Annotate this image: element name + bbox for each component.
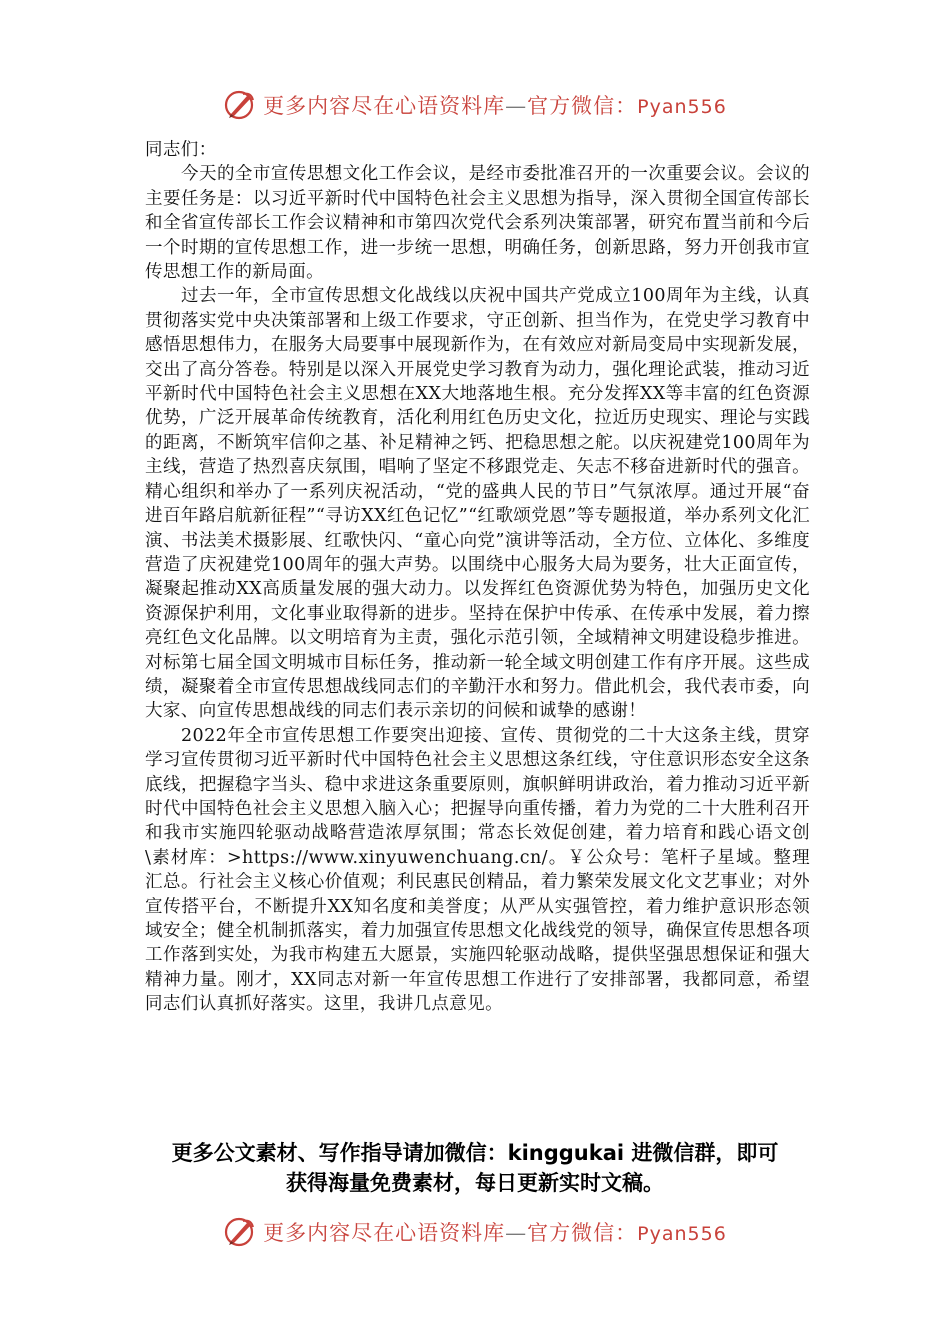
footer-banner (0, 1212, 950, 1252)
promo-line-1: 更多公文素材、写作指导请加微信：kinggukai 进微信群，即可 (171, 1141, 779, 1165)
banner-text (263, 1217, 727, 1247)
wechat-label: 官方微信： (527, 1221, 638, 1245)
pen-logo-icon (223, 88, 257, 122)
wechat-label: 官方微信： (527, 94, 638, 118)
salutation: 同志们： (145, 140, 217, 160)
promo-notice (120, 1138, 830, 1198)
wechat-id: Pyan556 (637, 96, 727, 118)
brand-text: 更多内容尽在心语资料库 (263, 1221, 506, 1245)
brand-text: 更多内容尽在心语资料库 (263, 94, 506, 118)
banner-separator: — (505, 1221, 528, 1245)
paragraph-2: 过去一年，全市宣传思想文化战线以庆祝中国共产党成立100周年为主线，认真贯彻落实党中央决策部署和上级工作要求，守正创新、担当作为，在党史学习教育中感悟思想伟力，在服务大局要事中展现新作为，在有效应对新局变局中实现新发展，交出了高分答卷。特别是以深入开展党史学习教育为动力，强化理论武装，推动习近平新时代中国特色社会主义思想在XX大地落地生根。充分发挥XX等丰富的红色资源优势，广泛开展革命传统教育，活化利用红色历史文化，拉近历史现实、理论与实践的距离，不断筑牢信仰之基、补足精神之钙、把稳思想之舵。以庆祝建党100周年为主线，营造了热烈喜庆氛围，唱响了坚定不移跟党走、矢志不移奋进新时代的强音。精心组织和举办了一系列庆祝活动，“党的盛典人民的节日”气氛浓厚。通过开展“奋进百年路启航新征程”“寻访XX红色记忆”“红歌颂党恩”等专题报道，举办系列文化汇演、书法美术摄影展、红歌快闪、“童心向党”演讲等活动，全方位、立体化、多维度营造了庆祝建党100周年的强大声势。以围绕中心服务大局为要务，壮大正面宣传，凝聚起推动XX高质量发展的强大动力。以发挥红色资源优势为特色，加强历史文化资源保护利用，文化事业取得新的进步。坚持在保护中传承、在传承中发展，着力擦亮红色文化品牌。以文明培育为主责，强化示范引领，全域精神文明建设稳步推进。对标第七届全国文明城市目标任务，推动新一轮全域文明创建工作有序开展。这些成绩，凝聚着全市宣传思想战线同志们的辛勤汗水和努力。借此机会，我代表市委，向大家、向宣传思想战线的同志们表示亲切的问候和诚挚的感谢！ (145, 286, 810, 722)
paragraph-1: 今天的全市宣传思想文化工作会议，是经市委批准召开的一次重要会议。会议的主要任务是：以习近平新时代中国特色社会主义思想为指导，深入贯彻全国宣传部长和全省宣传部长工作会议精神和市第四次党代会系列决策部署，研究布置当前和今后一个时期的宣传思想工作，进一步统一思想，明确任务，创新思路，努力开创我市宣传思想工作的新局面。 (145, 164, 810, 283)
paragraph-3: 2022年全市宣传思想工作要突出迎接、宣传、贯彻党的二十大这条主线，贯穿学习宣传贯彻习近平新时代中国特色社会主义思想这条红线，守住意识形态安全这条底线，把握稳字当头、稳中求进这条重要原则，旗帜鲜明讲政治，着力推动习近平新时代中国特色社会主义思想入脑入心；把握导向重传播，着力为党的二十大胜利召开和我市实施四轮驱动战略营造浓厚氛围；常态长效促创建，着力培育和践心语文创\素材库：>https://www.xinyuwenchuang.cn/。￥公众号：笔杆子星域。整理汇总。行社会主义核心价值观；利民惠民创精品，着力繁荣发展文化文艺事业；对外宣传搭平台，不断提升XX知名度和美誉度；从严从实强管控，着力维护意识形态领域安全；健全机制抓落实，着力加强宣传思想文化战线党的领导，确保宣传思想各项工作落到实处，为我市构建五大愿景，实施四轮驱动战略，提供坚强思想保证和强大精神力量。刚才，XX同志对新一年宣传思想工作进行了安排部署，我都同意，希望同志们认真抓好落实。这里，我讲几点意见。 (145, 725, 810, 1015)
wechat-id: Pyan556 (637, 1223, 727, 1245)
header-banner (0, 85, 950, 125)
promo-line-2: 获得海量免费素材，每日更新实时文稿。 (286, 1171, 664, 1195)
banner-text (263, 90, 727, 120)
banner-separator: — (505, 94, 528, 118)
document-body (145, 138, 810, 1017)
pen-logo-icon (223, 1215, 257, 1249)
